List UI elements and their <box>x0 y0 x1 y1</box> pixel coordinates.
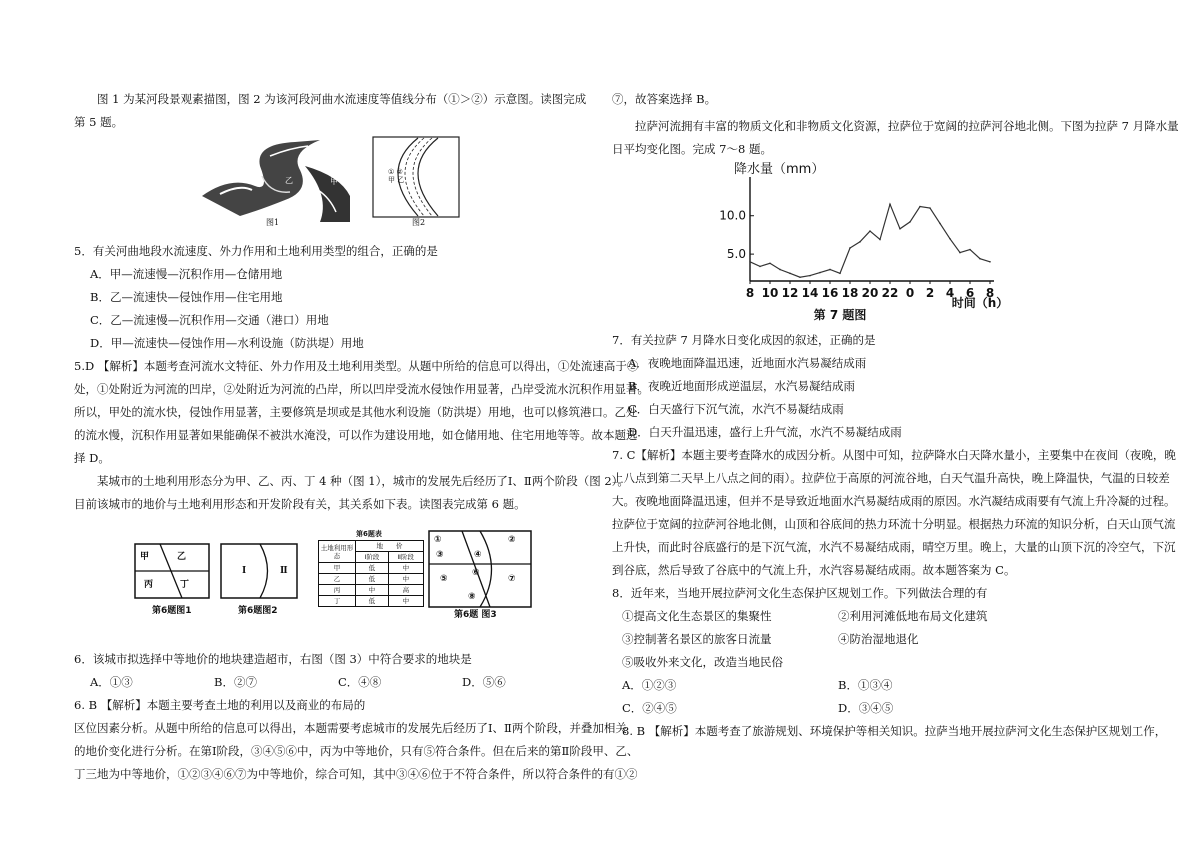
data-point <box>819 272 821 274</box>
q7-answer-line-4: 拉萨位于宽阔的拉萨河谷地北侧，山顶和谷底间的热力环流十分明显。根据热力环流的知识分析，白天山顶气流 <box>612 517 1176 531</box>
parcel-label-4: ④ <box>474 550 482 560</box>
q6-answer-line-4: 丁三地为中等地价，①②③④⑥⑦为中等地价，综合可知，其中③④⑥位于不符合条件，所以符合条件的有①② <box>74 767 638 781</box>
x-tick-label: 14 <box>801 286 819 300</box>
fig2-label-yi: 乙 <box>397 176 405 184</box>
q7-option-d: D．白天升温迅速，盛行上升气流，水汽不易凝结成雨 <box>628 425 902 439</box>
q8-item-row <box>612 628 1132 651</box>
q6-fig2-caption: 第6题图2 <box>238 606 278 616</box>
table-row <box>319 596 424 607</box>
q6-intro-line-1: 某城市的土地利用形态分为甲、乙、丙、丁 4 种（图 1），城市的发展先后经历了Ⅰ、Ⅱ两个阶段（图 2）。 <box>97 474 629 488</box>
parcel-label-6: ⑥ <box>472 568 480 578</box>
table-header-stage2: Ⅱ阶段 <box>388 552 423 563</box>
map-label-yi: 乙 <box>177 552 187 562</box>
q5-figures <box>74 134 594 230</box>
fig2-label-1: ① <box>388 168 395 176</box>
x-tick-label: 12 <box>781 286 799 300</box>
q6-answer-line-1: 6. B 【解析】本题主要考查土地的利用以及商业的布局的 <box>74 698 366 712</box>
data-point <box>889 203 891 205</box>
map-label-ding: 丁 <box>180 580 190 590</box>
q8-item: ①提高文化生态景区的集聚性 <box>622 609 772 623</box>
q5-option-b: B．乙—流速快—侵蚀作用—住宅用地 <box>90 290 283 304</box>
q7-answer-line-2: 上八点到第二天早上八点之间的雨）。拉萨位于高原的河流谷地，白天气温升高快，晚上降温快，气温的日较差 <box>612 471 1170 485</box>
q5-intro: 图 1 为某河段景观素描图，图 2 为该河段河曲水流速度等值线分布（①＞②）示意图。读图完成第 5 题。 <box>74 92 587 129</box>
fig1-caption: 图1 <box>266 218 280 227</box>
fig1-label-yi: 乙 <box>285 176 293 185</box>
q6-option-c: C．④⑧ <box>338 675 382 689</box>
data-point <box>939 223 941 225</box>
q5-answer-line-3: 所以，甲处的流水快，侵蚀作用显著，主要修筑是坝或是其他水利设施（防洪堤）用地，也可以修筑港口。乙处 <box>74 405 638 419</box>
data-point <box>849 247 851 249</box>
data-point <box>919 206 921 208</box>
table-cell: 中 <box>388 596 423 607</box>
q7-answer-line-1: 7. C【解析】本题主要考查降水的成因分析。从图中可知，拉萨降水白天降水量小，主要集中在夜间（夜晚，晚 <box>612 448 1176 462</box>
table-cell: 低 <box>356 596 389 607</box>
q7-answer-line-6: 到谷底，然后导致了谷底中的气流上升，水汽容易凝结成雨。故本题答案为 C。 <box>612 563 1016 577</box>
data-point <box>769 263 771 265</box>
table-cell: 低 <box>356 574 389 585</box>
table-row <box>319 563 424 574</box>
q7-intro-line-2: 日平均变化图。完成 7～8 题。 <box>612 142 772 156</box>
q6-question: 6．该城市拟选择中等地价的地块建造超市，右图（图 3）中符合要求的地块是 <box>74 652 472 666</box>
parcel-label-2: ② <box>508 535 516 545</box>
parcel-labels <box>428 530 532 608</box>
q5-option-c: C．乙—流速慢—沉积作用—交通（港口）用地 <box>90 313 329 327</box>
table-cell: 高 <box>388 585 423 596</box>
data-point <box>899 228 901 230</box>
data-point <box>829 269 831 271</box>
fig2-label-2: ② <box>396 168 403 176</box>
x-tick-label: 8 <box>745 286 755 300</box>
x-tick-label: 8 <box>985 286 995 300</box>
q6-intro-line-2: 目前该城市的地价与土地利用形态和开发阶段有关，其关系如下表。读图表完成第 6 题。 <box>74 497 526 511</box>
data-point <box>949 238 951 240</box>
q7-question: 7．有关拉萨 7 月降水日变化成因的叙述，正确的是 <box>612 333 876 347</box>
q7-option-b: B．夜晚近地面形成逆温层，水汽易凝结成雨 <box>628 379 855 393</box>
map-label-jia: 甲 <box>140 552 150 562</box>
y-tick-label: 5.0 <box>726 247 746 262</box>
y-tick-label: 10.0 <box>719 208 746 223</box>
table-row <box>319 585 424 596</box>
q6-fig1-caption: 第6题图1 <box>152 606 192 616</box>
q5-answer-line-4: 的流水慢，沉积作用显著如果能确保不被洪水淹没，可以作为建设用地，如仓储用地、住宅用地等等。故本题选 <box>74 428 638 442</box>
q8-item: ②利用河滩低地布局文化建筑 <box>838 609 988 623</box>
q8-item-row <box>612 651 1132 674</box>
q7-option-a: A．夜晚地面降温迅速，近地面水汽易凝结成雨 <box>628 356 867 370</box>
data-point <box>779 269 781 271</box>
x-tick-label: 6 <box>965 286 975 300</box>
q5-answer-line-2: 处，①处附近为河流的凹岸，②处附近为河流的凸岸，所以凹岸受流水侵蚀作用显著，凸岸受流水沉积作用显著。 <box>74 382 649 396</box>
data-point <box>869 230 871 232</box>
data-point <box>759 266 761 268</box>
data-point <box>859 241 861 243</box>
precipitation-chart <box>612 161 1132 329</box>
q6-option-b: B．②⑦ <box>214 675 257 689</box>
stage-label-1: Ⅰ <box>242 566 247 576</box>
q6-fig3-caption: 第6题 图3 <box>454 610 497 620</box>
table-row <box>319 574 424 585</box>
x-tick-label: 2 <box>925 286 935 300</box>
data-point <box>989 261 991 263</box>
x-tick-label: 10 <box>761 286 779 300</box>
q8-option-b: B．①③④ <box>838 678 893 692</box>
q5-question: 5．有关河曲地段水流速度、外力作用和土地利用类型的组合，正确的是 <box>74 244 438 258</box>
fig1-label-jia: 甲 <box>330 177 338 186</box>
data-point <box>909 221 911 223</box>
q6-options <box>74 671 594 694</box>
data-point <box>799 276 801 278</box>
left-column <box>74 88 649 786</box>
q6-figures <box>74 530 594 648</box>
river-velocity-diagram <box>372 136 460 220</box>
data-point <box>749 261 751 263</box>
x-tick-label: 0 <box>905 286 915 300</box>
data-point <box>839 273 841 275</box>
x-tick-label: 18 <box>841 286 859 300</box>
table-cell: 中 <box>388 574 423 585</box>
q8-option-row <box>612 674 1132 697</box>
data-point <box>979 258 981 260</box>
x-tick-label: 20 <box>861 286 879 300</box>
right-column <box>612 88 1179 743</box>
precipitation-line <box>750 204 990 277</box>
fig2-label-jia: 甲 <box>388 176 395 184</box>
table-cell: 丙 <box>319 585 356 596</box>
table-cell: 乙 <box>319 574 356 585</box>
data-point <box>969 249 971 251</box>
land-price-table <box>318 540 424 607</box>
q5-answer-line-5: 择 D。 <box>74 451 110 465</box>
q8-option-c: C．②④⑤ <box>622 701 677 715</box>
table-cell: 中 <box>388 563 423 574</box>
fig2-labels <box>388 168 404 184</box>
q8-item: ③控制著名景区的旅客日流量 <box>622 632 772 646</box>
q8-option-d: D．③④⑤ <box>838 701 894 715</box>
fig2-caption: 图2 <box>412 218 426 227</box>
y-axis-label: 降水量（mm） <box>734 162 825 177</box>
q5-option-d: D．甲—流速快—侵蚀作用—水利设施（防洪堤）用地 <box>90 336 364 350</box>
parcel-label-3: ③ <box>436 550 444 560</box>
q8-option-a: A．①②③ <box>622 678 677 692</box>
data-point <box>929 207 931 209</box>
map-label-bing: 丙 <box>144 580 154 590</box>
q6-option-a: A．①③ <box>90 675 133 689</box>
q7-answer-line-5: 上升快，而此时谷底盛行的是下沉气流，水汽不易凝结成雨，晴空万里。晚上，大量的山顶下沉的冷空气，下沉 <box>612 540 1176 554</box>
x-axis-label: 时间（h） <box>951 296 1008 310</box>
q8-answer: 8. B 【解析】本题考查了旅游规划、环境保护等相关知识。拉萨当地开展拉萨河文化生态保护区规划工作， <box>622 724 1167 738</box>
stage-label-2: Ⅱ <box>280 566 288 576</box>
chart-title: 第 7 题图 <box>813 308 867 322</box>
q6-answer-line-2: 区位因素分析。从题中所给的信息可以得出，本题需要考虑城市的发展先后经历了Ⅰ、Ⅱ两个阶段，并叠加相关 <box>74 721 627 735</box>
q7-answer-line-3: 大。夜晚地面降温迅速，但并不是导致近地面水汽易凝结成雨的原因。水汽凝结成雨要有气流上升冷凝的过程。 <box>612 494 1176 508</box>
x-tick-label: 4 <box>945 286 955 300</box>
land-price-table-title: 第6题表 <box>356 530 382 538</box>
table-cell: 中 <box>356 585 389 596</box>
precipitation-chart-svg <box>708 161 1008 329</box>
q8-item: ⑤吸收外来文化，改造当地民俗 <box>622 655 783 669</box>
table-header-form: 土地利用形态 <box>319 541 356 563</box>
data-point <box>809 275 811 277</box>
table-cell: 低 <box>356 563 389 574</box>
parcel-label-1: ① <box>434 535 442 545</box>
q8-option-row <box>612 697 1132 720</box>
parcel-label-8: ⑧ <box>468 592 476 602</box>
q7-intro-line-1: 拉萨河流拥有丰富的物质文化和非物质文化资源，拉萨位于宽阔的拉萨河谷地北侧。下图为拉萨 7 月降水量 <box>635 119 1179 133</box>
q7-option-c: C．白天盛行下沉气流，水汽不易凝结成雨 <box>628 402 844 416</box>
data-point <box>879 239 881 241</box>
q6-answer-line-3: 的地价变化进行分析。在第Ⅰ阶段，③④⑤⑥中，丙为中等地价，只有⑤符合条件。但在后来的第Ⅱ阶段甲、乙、 <box>74 744 639 758</box>
table-cell: 丁 <box>319 596 356 607</box>
table-header-price: 地 价 <box>356 541 424 552</box>
q6-answer-cont: ⑦，故答案选择 B。 <box>612 92 717 106</box>
table-cell: 甲 <box>319 563 356 574</box>
parcel-label-7: ⑦ <box>508 574 516 584</box>
q5-option-a: A．甲—流速慢—沉积作用—仓储用地 <box>90 267 283 281</box>
data-point <box>789 273 791 275</box>
q8-item-row <box>612 605 1132 628</box>
x-tick-label: 22 <box>881 286 899 300</box>
parcel-label-5: ⑤ <box>440 574 448 584</box>
q8-item: ④防治湿地退化 <box>838 632 919 646</box>
q5-answer-line-1: 5.D 【解析】本题考查河流水文特征、外力作用及土地利用类型。从题中所给的信息可以得出，①处流速高于② <box>74 359 639 373</box>
river-landscape-sketch <box>200 136 350 222</box>
x-tick-label: 16 <box>821 286 839 300</box>
q6-option-d: D．⑤⑥ <box>462 675 506 689</box>
q8-question: 8．近年来，当地开展拉萨河文化生态保护区规划工作。下列做法合理的有 <box>612 586 988 600</box>
data-point <box>959 252 961 254</box>
table-header-stage1: Ⅰ阶段 <box>356 552 389 563</box>
